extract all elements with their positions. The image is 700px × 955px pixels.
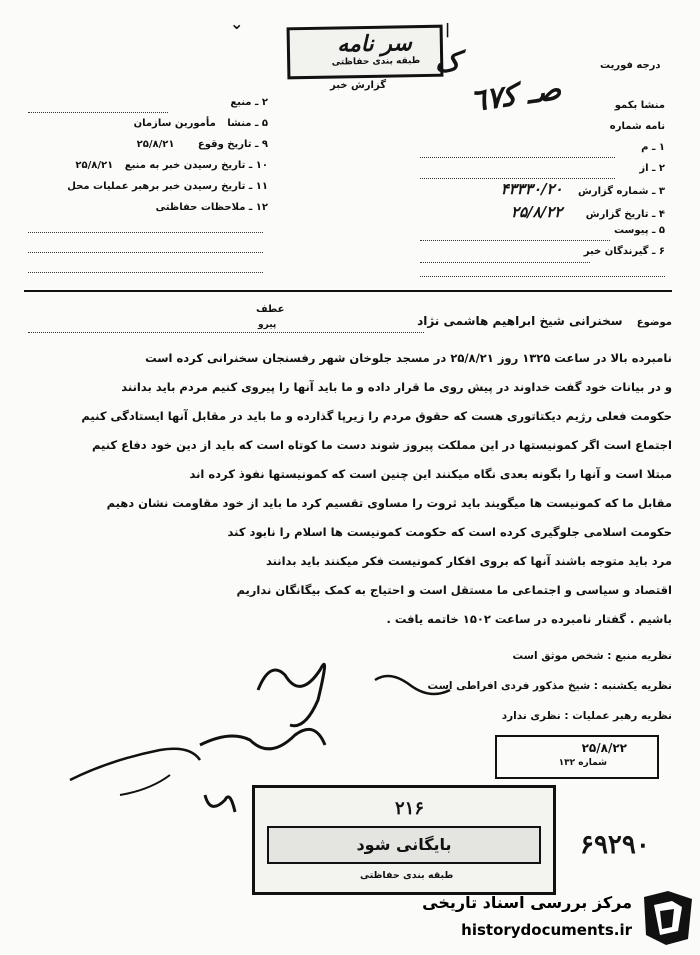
left-form-row: ۵ ـ منشا مأمورین سازمان <box>133 118 268 129</box>
archive-stamp-number: ۲۱۶ <box>395 798 425 819</box>
date-stamp-line1: ۲۵/۸/۲۲ <box>581 741 627 755</box>
left-form-row: ۲ ـ منبع <box>230 97 268 108</box>
right-form-row: منشا بکمو <box>614 100 665 111</box>
margin-label-peyro: پیرو <box>258 320 277 330</box>
date-stamp <box>495 735 659 779</box>
header-scribble: ﺻـ ﮐ٦٧ <box>468 71 564 120</box>
bottom-classification-label: طبقه بندی حفاظتی <box>360 870 454 881</box>
body-line: مرد باید متوجه باشند آنها که بروی افکار کمونیست فکر میکنند باید بدانند <box>265 554 672 568</box>
date-stamp-line2: شماره ۱۳۲ <box>558 758 607 768</box>
document-number: ۶۹۲۹۰ <box>580 830 650 860</box>
top-small-mark: | <box>445 22 451 38</box>
subject-text: سخنرانی شیخ ابراهیم هاشمی نژاد <box>417 314 623 328</box>
body-line: و در بیانات خود گفت خداوند در پیش روی ما قرار داده و ما باید آنها را پیروی کنیم مردم باید بدانند <box>121 380 672 394</box>
note-sunday: نظریه یکشنبه : شیخ مذکور فردی افراطی است <box>427 680 672 692</box>
body-line: نامبرده بالا در ساعت ۱۳۲۵ روز ۲۵/۸/۲۱ در مسجد جلوخان شهر رفسنجان سخنرانی کرده است <box>145 351 672 365</box>
stamp-signature-scribble: ک <box>435 45 461 78</box>
archive-stamp <box>252 785 556 895</box>
report-label: گزارش خبر <box>330 80 387 91</box>
header-divider <box>24 290 672 292</box>
top-classification-stamp <box>287 25 444 80</box>
stamp-handwriting: سر نامه <box>336 30 413 58</box>
right-form-row: ۲ ـ از <box>639 163 665 174</box>
stamp-subtitle: طبقه بندی حفاظتی <box>331 56 421 68</box>
left-form-row: ۱۰ ـ تاریخ رسیدن خبر به منبع ۲۵/۸/۲۱ <box>75 160 268 171</box>
margin-label-atf: عطف <box>256 304 285 315</box>
archive-stamp-text: بایگانی شود <box>267 826 541 864</box>
body-line: اقتصاد و سیاسی و اجتماعی ما مستقل است و احتیاج به کمک بیگانگان نداریم <box>236 583 672 597</box>
body-line: مقابل ما که کمونیست ها میگویند باید ثروت را مساوی تقسیم کرد ما باید از خود مقاومت نشان دهیم <box>106 496 672 510</box>
left-form-row: ۹ ـ تاریخ وقوع ۲۵/۸/۲۱ <box>136 139 268 150</box>
right-form-row: ۳ ـ شماره گزارش ۴۳۳۳۰/۲۰ <box>500 180 665 198</box>
left-form-row: ۱۲ ـ ملاحظات حفاظتی <box>155 202 268 213</box>
priority-label: درجه فوریت <box>600 60 661 71</box>
subject-label: موضوع <box>636 317 672 328</box>
left-form-row: ۱۱ ـ تاریخ رسیدن خبر برهبر عملیات محل <box>67 181 268 192</box>
right-form-row: ۱ ـ م <box>641 142 665 153</box>
body-line: حکومت فعلی رژیم دیکتاتوری هست که حقوق مردم را زیرپا گذارده و ما باید در مقابل آنها ایستادگی کنیم <box>81 409 672 423</box>
right-form-row: نامه شماره <box>609 121 665 132</box>
body-line: باشیم . گفتار نامبرده در ساعت ۱۵۰۲ خاتمه یافت . <box>386 612 672 626</box>
right-form-row: ۵ ـ پیوست <box>613 225 665 236</box>
archive-logo <box>400 885 700 955</box>
note-source: نظریه منبع : شخص موثق است <box>512 650 672 662</box>
logo-url: historydocuments.ir <box>461 921 632 939</box>
subject-line <box>417 314 672 334</box>
body-line: مبتلا است و آنها را بگونه بعدی نگاه میکنند این چنین است که کمونیستها نفوذ کرده اند <box>189 467 672 481</box>
body-line: حکومت اسلامی جلوگیری کرده است که حکومت کمونیست ها اسلام را نابود کند <box>227 525 672 539</box>
right-form-row: ۴ ـ تاریخ گزارش ۲۵/۸/۲۲ <box>511 203 665 221</box>
logo-emblem-icon <box>638 887 696 947</box>
note-operation: نظریه رهبر عملیات : نظری ندارد <box>501 710 672 722</box>
top-check-mark: ⌄ <box>230 14 244 33</box>
body-line: اجتماع است اگر کمونیستها در این مملکت پیروز شوند دست ما کوتاه است که باید از دین خود دفاع کنیم <box>91 438 672 452</box>
logo-name: مرکز بررسی اسناد تاریخی <box>422 893 632 912</box>
right-form-row: ۶ ـ گیرندگان خبر <box>583 246 665 257</box>
